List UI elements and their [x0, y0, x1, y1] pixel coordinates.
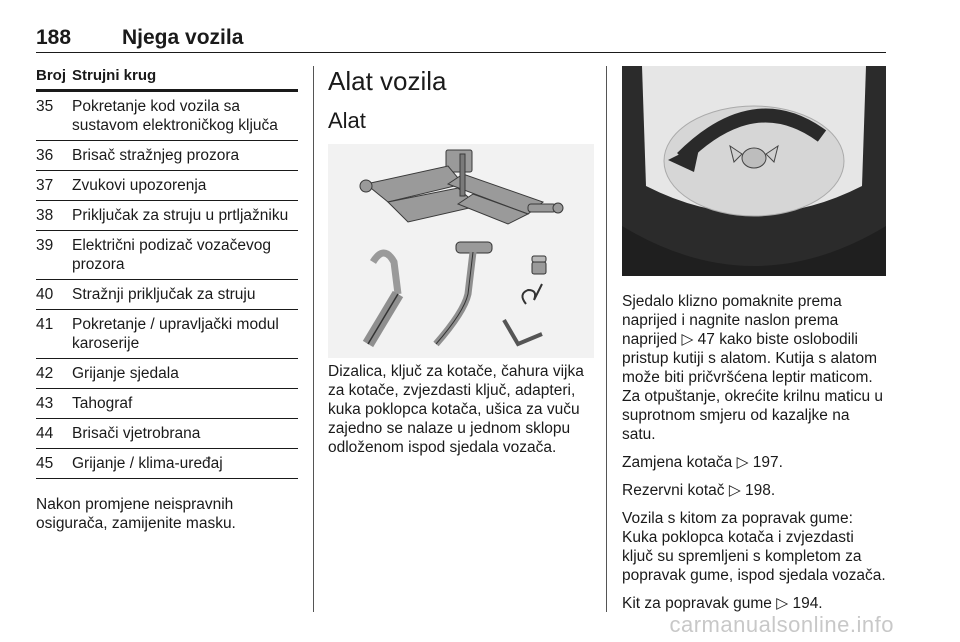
- chapter-title: Njega vozila: [122, 26, 244, 49]
- fuse-note: Nakon promjene neispravnih osigurača, zamijenite masku.: [36, 496, 236, 532]
- column-divider: [606, 66, 607, 612]
- row-number: 38: [36, 207, 54, 224]
- row-circuit: Grijanje sjedala: [72, 365, 179, 382]
- row-number: 36: [36, 147, 54, 164]
- paragraph: Sjedalo klizno pomaknite prema naprijed i nagnite naslon prema naprijed ▷ 47 kako biste oslobodili pristup kutiji s alatom. Kutija s alatom može biti pričvršćena leptir maticom. Za otpuštanje, okrećite krilnu maticu u suprotnom smjeru od kazaljke na satu.: [622, 293, 884, 443]
- row-number: 45: [36, 455, 54, 472]
- row-circuit: Brisači vjetrobrana: [72, 425, 201, 442]
- row-circuit: Brisač stražnjeg prozora: [72, 147, 240, 164]
- column-divider: [313, 66, 314, 612]
- row-circuit: Stražnji priključak za struju: [72, 286, 256, 303]
- paragraph: Vozila s kitom za popravak gume: Kuka poklopca kotača i zvjezdasti ključ su spremljeni s kompletom za popravak gume, ispod sjedala vozača.: [622, 510, 886, 584]
- header-number: Broj: [36, 67, 66, 84]
- instructions-column: [622, 66, 886, 622]
- tools-column: [328, 66, 594, 456]
- row-number: 35: [36, 98, 54, 115]
- row-number: 37: [36, 177, 54, 194]
- adapter-icon: [532, 256, 546, 274]
- table-row: [36, 359, 298, 389]
- paragraph: Rezervni kotač ▷ 198.: [622, 482, 776, 499]
- section-title: Alat vozila: [328, 66, 447, 96]
- table-row: [36, 92, 298, 141]
- row-circuit: Grijanje / klima-uređaj: [72, 455, 223, 472]
- row-number: 41: [36, 316, 54, 333]
- fuse-table-column: [36, 66, 298, 533]
- table-row: [36, 141, 298, 171]
- fuse-table-header: [36, 66, 298, 92]
- row-circuit: Zvukovi upozorenja: [72, 177, 207, 194]
- paragraph: Zamjena kotača ▷ 197.: [622, 454, 783, 471]
- row-circuit: Tahograf: [72, 395, 133, 412]
- row-circuit: Električni podizač vozačevog prozora: [72, 237, 272, 273]
- table-row: [36, 171, 298, 201]
- row-number: 40: [36, 286, 54, 303]
- header-circuit: Strujni krug: [72, 67, 157, 84]
- seat-tool-box-illustration: [622, 66, 886, 276]
- table-row: [36, 389, 298, 419]
- row-number: 39: [36, 237, 54, 254]
- table-row: [36, 201, 298, 231]
- watermark: carmanualsonline.info: [669, 612, 894, 637]
- row-circuit: Pokretanje kod vozila sa sustavom elektroničkog ključa: [72, 98, 278, 134]
- table-row: [36, 419, 298, 449]
- paragraph: Kit za popravak gume ▷ 194.: [622, 595, 823, 612]
- row-circuit: Pokretanje / upravljački modul karoserije: [72, 316, 279, 352]
- row-number: 44: [36, 425, 54, 442]
- row-circuit: Priključak za struju u prtljažniku: [72, 207, 289, 224]
- tools-caption: Dizalica, ključ za kotače, čahura vijka za kotače, zvjezdasti ključ, adapteri, kuka poklopca kotača, ušica za vuču zajedno se nalaze u jednom sklopu odloženom ispod sjedala vozača.: [328, 363, 584, 456]
- table-row: [36, 231, 298, 280]
- table-row: [36, 280, 298, 310]
- row-number: 42: [36, 365, 54, 382]
- row-number: 43: [36, 395, 54, 412]
- table-row: [36, 449, 298, 479]
- tools-illustration: [328, 144, 594, 358]
- table-row: [36, 310, 298, 359]
- page-number: 188: [36, 26, 72, 49]
- page-header: [36, 26, 886, 53]
- section-subtitle: Alat: [328, 108, 366, 133]
